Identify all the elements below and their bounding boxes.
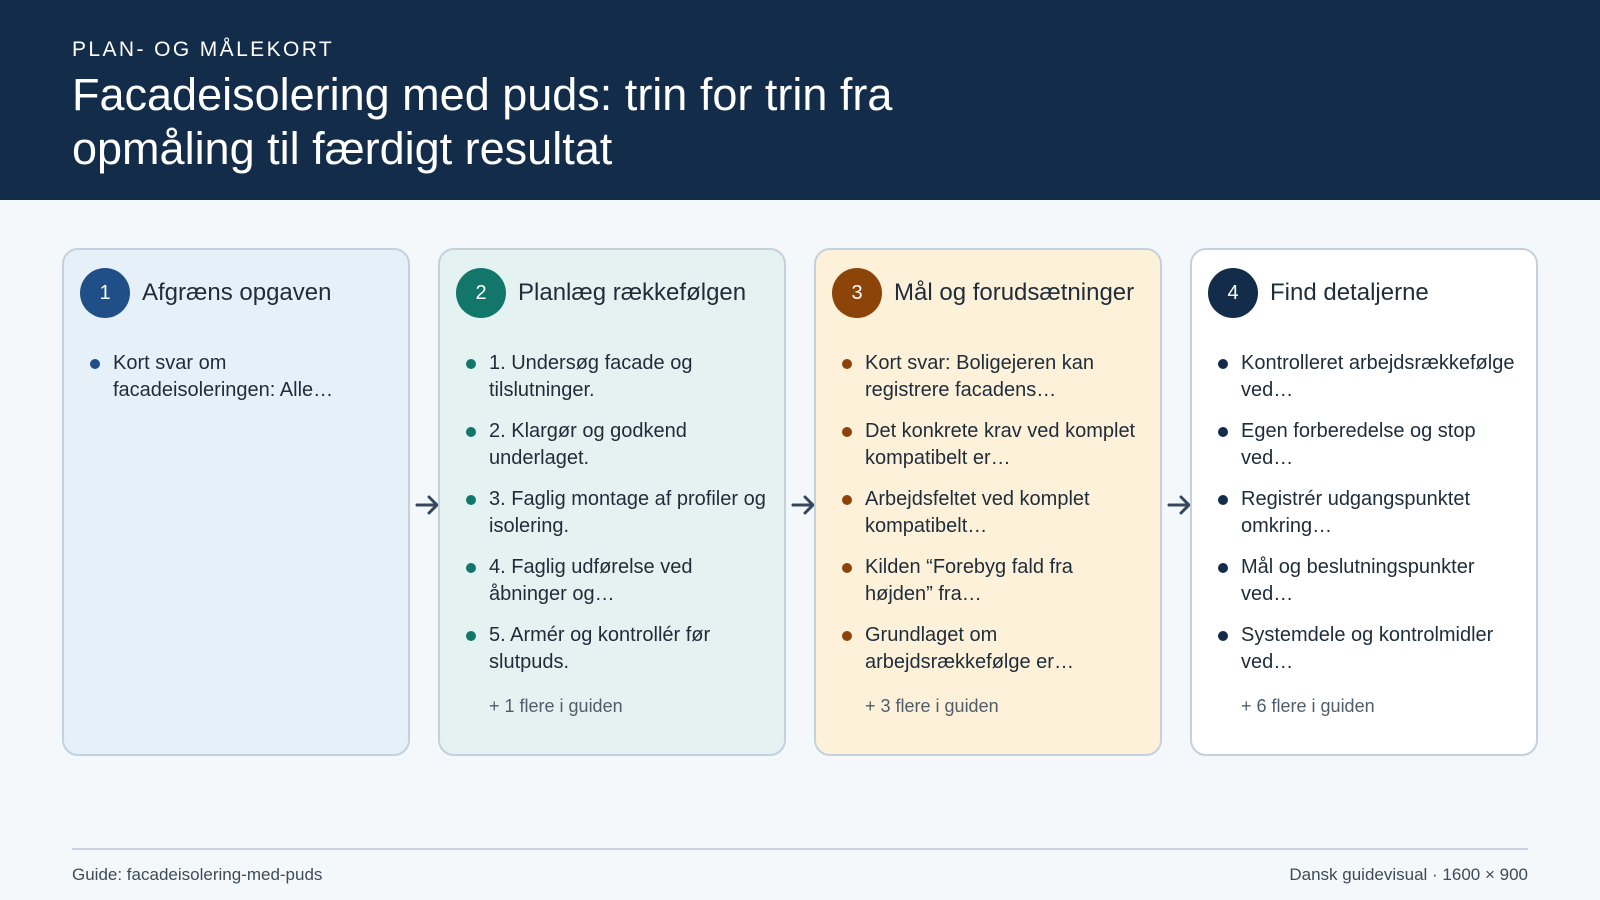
list-item-text: Registrér udgangspunktet omkring…: [1241, 488, 1471, 537]
list-item-text: Mål og beslutningspunkter ved…: [1241, 556, 1475, 605]
bullet-dot-icon: [466, 427, 476, 437]
list-item-text: Kilden “Forebyg fald fra højden” fra…: [865, 556, 1073, 605]
footer-guide-label: Guide: facadeisolering-med-puds: [72, 865, 323, 884]
bullet-dot-icon: [1218, 631, 1228, 641]
bullet-dot-icon: [842, 631, 852, 641]
list-item: [816, 418, 1160, 472]
step-title: Afgræns opgaven: [142, 279, 332, 306]
list-item-text: Arbejdsfeltet ved komplet kompatibelt…: [865, 488, 1090, 537]
footer-format-label: Dansk guidevisual · 1600 × 900: [1289, 865, 1528, 884]
list-item-text: Kontrolleret arbejdsrækkefølge ved…: [1241, 352, 1515, 401]
step-number-badge: 4: [1208, 268, 1258, 318]
bullet-dot-icon: [466, 359, 476, 369]
bullet-dot-icon: [842, 563, 852, 573]
list-item: [440, 622, 784, 676]
list-item-text: 2. Klargør og godkend underlaget.: [489, 420, 687, 469]
more-in-guide-note: + 6 flere i guiden: [1241, 696, 1375, 716]
list-item: [440, 418, 784, 472]
list-item-text: Grundlaget om arbejdsrækkefølge er…: [865, 624, 1074, 673]
list-item: [440, 486, 784, 540]
list-item-text: 4. Faglig udførelse ved åbninger og…: [489, 556, 693, 605]
step-card-1: [62, 248, 410, 756]
page-title: Facadeisolering med puds: trin for trin fra opmåling til færdigt resultat: [72, 69, 893, 174]
step-bullet-list: [440, 350, 784, 676]
list-item: [64, 350, 408, 404]
bullet-dot-icon: [1218, 427, 1228, 437]
list-item: [816, 350, 1160, 404]
bullet-dot-icon: [842, 495, 852, 505]
list-item: [1192, 622, 1536, 676]
list-item: [440, 554, 784, 608]
bullet-dot-icon: [1218, 495, 1228, 505]
bullet-dot-icon: [90, 359, 100, 369]
list-item: [1192, 418, 1536, 472]
bullet-dot-icon: [466, 563, 476, 573]
step-number-badge: 2: [456, 268, 506, 318]
list-item-text: 1. Undersøg facade og tilslutninger.: [489, 352, 693, 401]
list-item-text: Systemdele og kontrolmidler ved…: [1241, 624, 1494, 673]
list-item-text: Kort svar om facadeisoleringen: Alle…: [113, 352, 334, 401]
step-title: Find detaljerne: [1270, 279, 1429, 306]
step-number-badge: 1: [80, 268, 130, 318]
eyebrow-label: PLAN- OG MÅLEKORT: [72, 38, 335, 61]
step-bullet-list: [1192, 350, 1536, 676]
bullet-dot-icon: [842, 427, 852, 437]
bullet-dot-icon: [842, 359, 852, 369]
step-title: Planlæg rækkefølgen: [518, 279, 747, 306]
bullet-dot-icon: [1218, 359, 1228, 369]
bullet-dot-icon: [466, 631, 476, 641]
step-card-4: [1190, 248, 1538, 756]
list-item: [816, 554, 1160, 608]
list-item: [816, 622, 1160, 676]
list-item: [1192, 486, 1536, 540]
step-title: Mål og forudsætninger: [894, 279, 1135, 306]
more-in-guide-note: + 3 flere i guiden: [865, 696, 999, 716]
list-item: [1192, 554, 1536, 608]
step-bullet-list: [64, 350, 408, 404]
list-item-text: 5. Armér og kontrollér før slutpuds.: [489, 624, 711, 673]
bullet-dot-icon: [1218, 563, 1228, 573]
list-item-text: Egen forberedelse og stop ved…: [1241, 420, 1476, 469]
more-in-guide-note: + 1 flere i guiden: [489, 696, 623, 716]
list-item: [440, 350, 784, 404]
step-card-2: [438, 248, 786, 756]
footer-divider: [72, 848, 1528, 850]
bullet-dot-icon: [466, 495, 476, 505]
list-item: [1192, 350, 1536, 404]
list-item-text: 3. Faglig montage af profiler og isolering.: [489, 488, 766, 537]
list-item-text: Kort svar: Boligejeren kan registrere facadens…: [865, 352, 1095, 401]
list-item: [816, 486, 1160, 540]
header-band: [0, 0, 1600, 200]
list-item-text: Det konkrete krav ved komplet kompatibelt er…: [865, 420, 1136, 469]
step-number-badge: 3: [832, 268, 882, 318]
step-flow: [62, 248, 1540, 758]
step-card-3: [814, 248, 1162, 756]
step-bullet-list: [816, 350, 1160, 676]
